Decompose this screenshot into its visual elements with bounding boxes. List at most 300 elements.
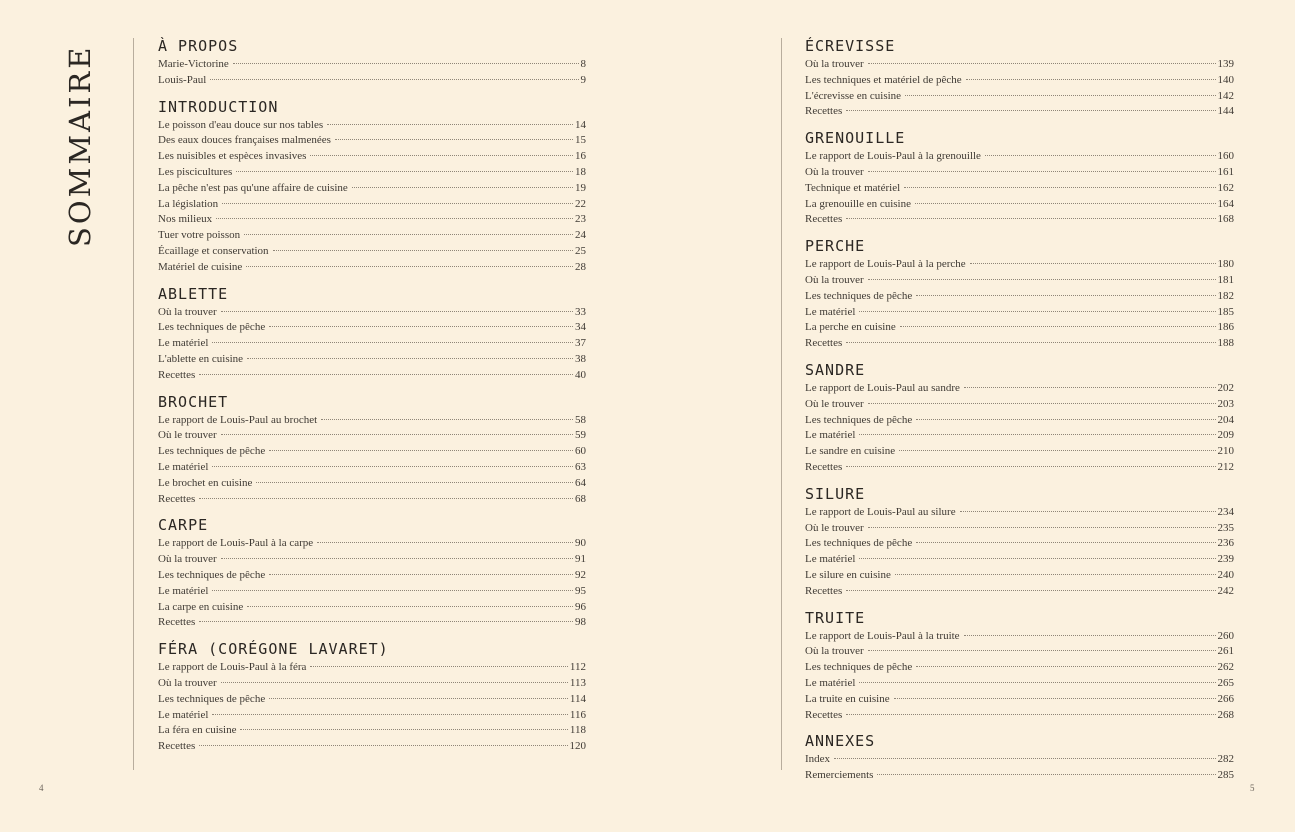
entry-page-number: 38 (575, 352, 586, 365)
entry-label: Le matériel (158, 337, 209, 350)
dot-leader (212, 714, 568, 715)
entry-label: La pêche n'est pas qu'une affaire de cuisine (158, 181, 348, 194)
dot-leader (221, 558, 573, 559)
dot-leader (256, 482, 573, 483)
entry-label: La truite en cuisine (805, 692, 890, 705)
dot-leader (846, 714, 1215, 715)
toc-section (805, 361, 1234, 476)
entry-label: Recettes (805, 337, 843, 350)
entry-label: Le matériel (805, 429, 856, 442)
dot-leader (199, 621, 573, 622)
toc-entry (805, 89, 1234, 105)
toc-entry (158, 444, 586, 460)
entry-label: Le sandre en cuisine (805, 445, 896, 458)
toc-entry (805, 181, 1234, 197)
entry-page-number: 188 (1217, 337, 1234, 350)
entry-page-number: 212 (1217, 460, 1234, 473)
entry-page-number: 285 (1217, 769, 1234, 782)
entry-page-number: 8 (580, 58, 586, 70)
dot-leader (900, 326, 1216, 327)
entry-page-number: 239 (1217, 553, 1234, 566)
section-heading: INTRODUCTION (158, 97, 279, 116)
entry-label: Les techniques de pêche (158, 321, 266, 334)
entry-page-number: 260 (1217, 629, 1234, 642)
dot-leader (269, 450, 573, 451)
entry-page-number: 37 (575, 337, 586, 350)
entry-label: Les techniques de pêche (158, 445, 266, 458)
entry-page-number: 161 (1217, 165, 1234, 178)
entry-page-number: 60 (575, 445, 586, 458)
toc-entry (158, 73, 586, 89)
entry-label: Matériel de cuisine (158, 260, 243, 273)
entry-page-number: 40 (575, 368, 586, 381)
entry-page-number: 234 (1217, 505, 1234, 518)
entry-page-number: 114 (569, 692, 586, 705)
dot-leader (236, 171, 573, 172)
entry-page-number: 185 (1217, 305, 1234, 318)
page-number-left: 4 (39, 783, 44, 793)
toc-entry (158, 739, 586, 755)
entry-page-number: 209 (1217, 429, 1234, 442)
toc-entry (805, 212, 1234, 228)
entry-label: Recettes (158, 368, 196, 381)
section-heading: ABLETTE (158, 284, 229, 303)
dot-leader (233, 63, 579, 64)
entry-label: Les techniques de pêche (805, 661, 913, 674)
entry-label: La grenouille en cuisine (805, 197, 911, 210)
dot-leader (868, 527, 1216, 528)
entry-label: Le matériel (158, 460, 209, 473)
toc-entry (158, 660, 586, 676)
toc-section (158, 37, 586, 89)
entry-page-number: 22 (575, 197, 586, 210)
entry-label: Où la trouver (805, 58, 864, 70)
dot-leader (904, 187, 1215, 188)
toc-entry (158, 336, 586, 352)
section-heading: GRENOUILLE (805, 129, 906, 148)
toc-entry (158, 708, 586, 724)
entry-label: Les techniques de pêche (158, 692, 266, 705)
toc-entry (805, 397, 1234, 413)
section-heading: CARPE (158, 516, 209, 535)
entry-page-number: 265 (1217, 676, 1234, 689)
dot-leader (199, 374, 573, 375)
dot-leader (327, 124, 573, 125)
entry-label: Les techniques de pêche (805, 413, 913, 426)
entry-label: Recettes (805, 460, 843, 473)
toc-entry (805, 460, 1234, 476)
toc-entry (805, 552, 1234, 568)
toc-entry (158, 723, 586, 739)
entry-label: Les nuisibles et espèces invasives (158, 150, 307, 163)
entry-page-number: 181 (1217, 273, 1234, 286)
entry-label: La féra en cuisine (158, 724, 237, 737)
dot-leader (966, 79, 1216, 80)
dot-leader (985, 155, 1216, 156)
dot-leader (895, 574, 1216, 575)
toc-entry (158, 149, 586, 165)
toc-entry (158, 181, 586, 197)
toc-entry (158, 428, 586, 444)
toc-entry (805, 428, 1234, 444)
entry-label: La carpe en cuisine (158, 600, 244, 613)
entry-label: Le matériel (805, 305, 856, 318)
toc-entry (805, 521, 1234, 537)
entry-page-number: 92 (575, 568, 586, 581)
entry-page-number: 262 (1217, 661, 1234, 674)
entry-page-number: 14 (575, 118, 586, 131)
toc-entry (805, 273, 1234, 289)
entry-label: Les piscicultures (158, 165, 233, 178)
section-heading: À PROPOS (158, 37, 239, 55)
dot-leader (877, 774, 1215, 775)
toc-entry (805, 149, 1234, 165)
dot-leader (859, 682, 1215, 683)
dot-leader (212, 590, 573, 591)
dot-leader (269, 574, 573, 575)
toc-entry (158, 305, 586, 321)
entry-label: Le rapport de Louis-Paul à la perche (805, 258, 966, 271)
dot-leader (352, 187, 573, 188)
toc-entry (805, 660, 1234, 676)
entry-label: Recettes (158, 740, 196, 753)
toc-section (805, 609, 1234, 724)
entry-label: La législation (158, 197, 219, 210)
dot-leader (269, 326, 573, 327)
dot-leader (915, 203, 1216, 204)
toc-section (805, 485, 1234, 600)
toc-entry (805, 381, 1234, 397)
entry-label: Technique et matériel (805, 181, 901, 194)
toc-section (158, 640, 586, 755)
dot-leader (310, 666, 567, 667)
entry-label: Recettes (158, 616, 196, 629)
toc-entry (158, 676, 586, 692)
entry-page-number: 242 (1217, 584, 1234, 597)
toc-entry (805, 320, 1234, 336)
dot-leader (834, 758, 1215, 759)
page-number-right: 5 (1250, 783, 1255, 793)
dot-leader (247, 358, 573, 359)
entry-page-number: 95 (575, 584, 586, 597)
toc-section (805, 732, 1234, 784)
dot-leader (960, 511, 1216, 512)
column-divider-right (781, 38, 782, 770)
entry-label: Nos milieux (158, 213, 213, 226)
entry-page-number: 19 (575, 181, 586, 194)
toc-entry (158, 118, 586, 134)
entry-page-number: 204 (1217, 413, 1234, 426)
section-heading: SANDRE (805, 360, 866, 379)
toc-section (158, 285, 586, 384)
entry-page-number: 112 (569, 661, 586, 674)
section-heading: ÉCREVISSE (805, 37, 896, 55)
toc-entry (158, 244, 586, 260)
toc-entry (158, 536, 586, 552)
entry-page-number: 96 (575, 600, 586, 613)
entry-page-number: 59 (575, 429, 586, 442)
entry-label: Tuer votre poisson (158, 229, 241, 242)
toc-entry (158, 568, 586, 584)
toc-entry (158, 600, 586, 616)
entry-label: Les techniques de pêche (805, 537, 913, 550)
toc-left-column (158, 37, 586, 764)
toc-entry (805, 584, 1234, 600)
toc-entry (158, 228, 586, 244)
toc-entry (805, 692, 1234, 708)
entry-label: Remerciements (805, 769, 874, 782)
dot-leader (199, 745, 567, 746)
entry-page-number: 142 (1217, 89, 1234, 102)
entry-label: Recettes (805, 584, 843, 597)
entry-page-number: 16 (575, 150, 586, 163)
entry-label: Où la trouver (805, 645, 864, 658)
entry-label: Les techniques de pêche (805, 289, 913, 302)
toc-entry (158, 692, 586, 708)
entry-page-number: 180 (1217, 258, 1234, 271)
toc-entry (158, 492, 586, 508)
dot-leader (899, 450, 1215, 451)
toc-entry (158, 615, 586, 631)
toc-entry (158, 212, 586, 228)
dot-leader (846, 466, 1215, 467)
entry-page-number: 116 (569, 708, 586, 721)
dot-leader (859, 311, 1215, 312)
dot-leader (964, 635, 1216, 636)
entry-label: Le rapport de Louis-Paul au sandre (805, 381, 960, 394)
dot-leader (212, 466, 573, 467)
entry-page-number: 58 (575, 413, 586, 426)
dot-leader (846, 590, 1215, 591)
entry-label: Écaillage et conservation (158, 244, 269, 257)
entry-label: L'écrevisse en cuisine (805, 89, 902, 102)
toc-entry (805, 305, 1234, 321)
entry-page-number: 210 (1217, 445, 1234, 458)
entry-page-number: 9 (580, 73, 586, 86)
toc-entry (805, 197, 1234, 213)
entry-page-number: 34 (575, 321, 586, 334)
toc-entry (805, 413, 1234, 429)
entry-label: Le rapport de Louis-Paul à la carpe (158, 537, 314, 550)
entry-page-number: 120 (569, 740, 586, 753)
entry-label: Le matériel (805, 553, 856, 566)
toc-section (805, 237, 1234, 352)
dot-leader (868, 650, 1216, 651)
dot-leader (212, 342, 573, 343)
entry-label: Louis-Paul (158, 73, 207, 86)
entry-label: Le matériel (158, 708, 209, 721)
entry-page-number: 235 (1217, 521, 1234, 534)
toc-section (805, 129, 1234, 228)
dot-leader (240, 729, 567, 730)
section-heading: ANNEXES (805, 732, 876, 751)
dot-leader (221, 682, 568, 683)
toc-entry (805, 708, 1234, 724)
entry-page-number: 240 (1217, 568, 1234, 581)
dot-leader (335, 139, 573, 140)
section-heading: SILURE (805, 484, 866, 503)
entry-page-number: 33 (575, 305, 586, 318)
dot-leader (868, 63, 1216, 64)
entry-page-number: 186 (1217, 321, 1234, 334)
entry-page-number: 18 (575, 165, 586, 178)
dot-leader (859, 558, 1215, 559)
entry-page-number: 118 (569, 724, 586, 737)
toc-entry (805, 336, 1234, 352)
toc-section (805, 37, 1234, 120)
entry-label: Recettes (805, 213, 843, 226)
entry-label: Le matériel (158, 584, 209, 597)
toc-entry (805, 73, 1234, 89)
entry-page-number: 24 (575, 229, 586, 242)
entry-label: Marie-Victorine (158, 58, 229, 70)
dot-leader (199, 498, 573, 499)
entry-page-number: 64 (575, 476, 586, 489)
entry-label: Des eaux douces françaises malmenées (158, 134, 331, 147)
toc-entry (158, 165, 586, 181)
toc-entry (805, 536, 1234, 552)
entry-label: Recettes (158, 492, 196, 505)
toc-entry (805, 505, 1234, 521)
entry-page-number: 98 (575, 616, 586, 629)
entry-page-number: 140 (1217, 73, 1234, 86)
entry-page-number: 144 (1217, 105, 1234, 118)
toc-right-column (805, 37, 1234, 793)
dot-leader (916, 419, 1215, 420)
entry-label: Où le trouver (158, 429, 217, 442)
toc-entry (158, 197, 586, 213)
dot-leader (222, 203, 573, 204)
dot-leader (210, 79, 578, 80)
entry-label: Où le trouver (805, 521, 864, 534)
toc-section (158, 516, 586, 631)
dot-leader (868, 403, 1216, 404)
entry-label: Où la trouver (158, 676, 217, 689)
dot-leader (321, 419, 573, 420)
toc-entry (158, 260, 586, 276)
entry-page-number: 236 (1217, 537, 1234, 550)
entry-page-number: 168 (1217, 213, 1234, 226)
toc-entry (158, 552, 586, 568)
entry-page-number: 266 (1217, 692, 1234, 705)
toc-entry (158, 584, 586, 600)
entry-label: Où la trouver (158, 553, 217, 566)
entry-label: L'ablette en cuisine (158, 352, 244, 365)
toc-entry (805, 568, 1234, 584)
entry-label: Le rapport de Louis-Paul au brochet (158, 413, 318, 426)
entry-label: Le rapport de Louis-Paul à la truite (805, 629, 960, 642)
dot-leader (846, 342, 1215, 343)
dot-leader (221, 434, 573, 435)
toc-entry (158, 133, 586, 149)
entry-page-number: 203 (1217, 397, 1234, 410)
page-title: SOMMAIRE (63, 44, 97, 248)
toc-entry (158, 476, 586, 492)
dot-leader (916, 295, 1215, 296)
toc-entry (805, 644, 1234, 660)
toc-entry (805, 752, 1234, 768)
dot-leader (846, 218, 1215, 219)
dot-leader (310, 155, 573, 156)
dot-leader (916, 666, 1215, 667)
toc-entry (805, 629, 1234, 645)
entry-label: Où la trouver (805, 273, 864, 286)
entry-page-number: 25 (575, 244, 586, 257)
toc-entry (158, 460, 586, 476)
entry-label: Les techniques de pêche (158, 568, 266, 581)
toc-entry (805, 165, 1234, 181)
toc-entry (805, 257, 1234, 273)
dot-leader (247, 606, 573, 607)
dot-leader (964, 387, 1216, 388)
entry-page-number: 91 (575, 553, 586, 566)
entry-page-number: 23 (575, 213, 586, 226)
entry-page-number: 268 (1217, 708, 1234, 721)
dot-leader (868, 279, 1216, 280)
entry-label: La perche en cuisine (805, 321, 896, 334)
dot-leader (269, 698, 568, 699)
toc-entry (805, 768, 1234, 784)
entry-label: Index (805, 753, 831, 766)
dot-leader (216, 218, 573, 219)
toc-entry (805, 444, 1234, 460)
entry-label: Recettes (805, 105, 843, 118)
dot-leader (916, 542, 1215, 543)
dot-leader (846, 110, 1215, 111)
section-heading: PERCHE (805, 237, 866, 256)
toc-entry (805, 104, 1234, 120)
entry-page-number: 261 (1217, 645, 1234, 658)
toc-entry (805, 289, 1234, 305)
entry-page-number: 164 (1217, 197, 1234, 210)
entry-page-number: 139 (1217, 58, 1234, 70)
entry-label: Le poisson d'eau douce sur nos tables (158, 118, 324, 131)
entry-label: Recettes (805, 708, 843, 721)
entry-label: Où la trouver (158, 305, 217, 318)
entry-page-number: 202 (1217, 381, 1234, 394)
dot-leader (273, 250, 573, 251)
dot-leader (868, 171, 1216, 172)
entry-label: Les techniques et matériel de pêche (805, 73, 962, 86)
entry-page-number: 182 (1217, 289, 1234, 302)
toc-section (158, 98, 586, 276)
entry-label: Le rapport de Louis-Paul au silure (805, 505, 956, 518)
dot-leader (859, 434, 1215, 435)
toc-entry (805, 676, 1234, 692)
entry-label: Où le trouver (805, 397, 864, 410)
dot-leader (894, 698, 1216, 699)
dot-leader (317, 542, 573, 543)
column-divider-left (133, 38, 134, 770)
entry-page-number: 90 (575, 537, 586, 550)
entry-label: Le rapport de Louis-Paul à la féra (158, 661, 307, 674)
entry-page-number: 68 (575, 492, 586, 505)
entry-page-number: 160 (1217, 150, 1234, 163)
section-heading: BROCHET (158, 392, 229, 411)
entry-page-number: 15 (575, 134, 586, 147)
toc-entry (158, 413, 586, 429)
section-heading: FÉRA (CORÉGONE LAVARET) (158, 640, 389, 659)
entry-label: Le silure en cuisine (805, 568, 891, 581)
entry-label: Le matériel (805, 676, 856, 689)
entry-label: Le brochet en cuisine (158, 476, 253, 489)
entry-page-number: 113 (569, 676, 586, 689)
toc-entry (805, 57, 1234, 73)
toc-entry (158, 352, 586, 368)
dot-leader (246, 266, 573, 267)
dot-leader (221, 311, 573, 312)
entry-label: Le rapport de Louis-Paul à la grenouille (805, 150, 981, 163)
